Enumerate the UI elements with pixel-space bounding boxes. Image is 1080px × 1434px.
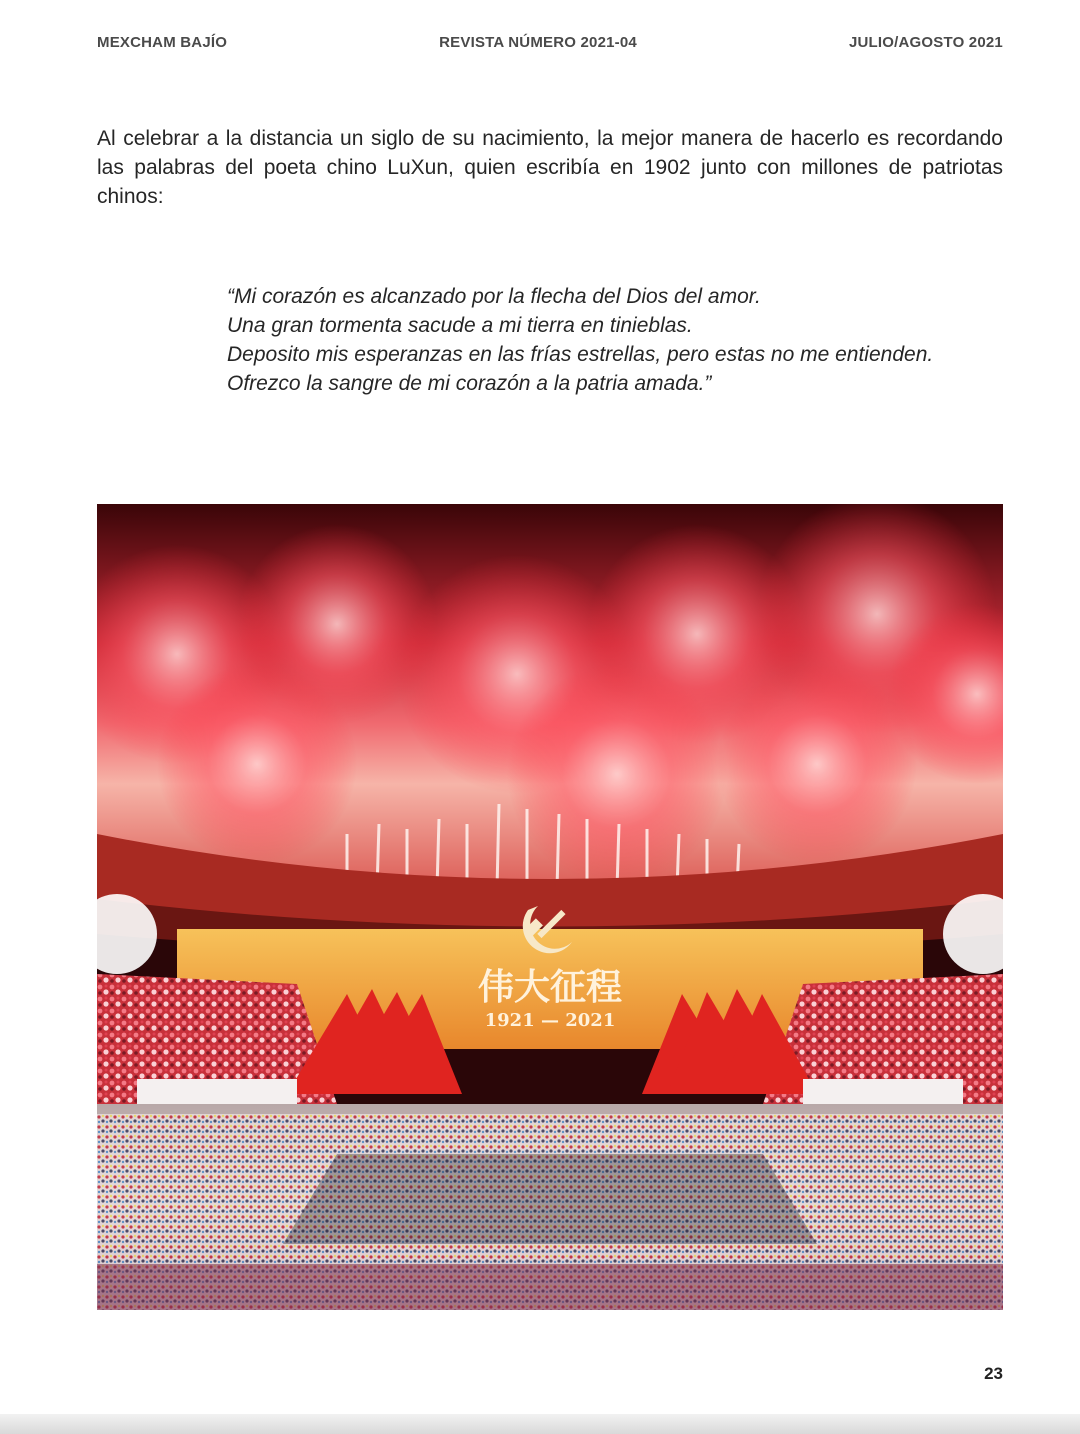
poem-quote [227, 282, 1017, 398]
page-header [97, 34, 1003, 51]
poem-line: Deposito mis esperanzas en las frías estrellas, pero estas no me entienden. [227, 343, 934, 366]
header-issue: REVISTA NÚMERO 2021-04 [439, 34, 637, 51]
viewer-bottom-bar [0, 1414, 1080, 1434]
poem-line: Ofrezco la sangre de mi corazón a la patria amada.” [227, 372, 712, 395]
header-date: JULIO/AGOSTO 2021 [848, 34, 1003, 51]
header-publication: MEXCHAM BAJÍO [97, 34, 228, 51]
banner-years: 1921 — 2021 [484, 1010, 616, 1031]
celebration-photo [97, 504, 1003, 1310]
page-number: 23 [984, 1364, 1003, 1383]
poem-line: “Mi corazón es alcanzado por la flecha del Dios del amor. [227, 285, 761, 308]
banner-title: 伟大征程 [477, 966, 623, 1008]
fireworks [97, 504, 1003, 884]
intro-paragraph: Al celebrar a la distancia un siglo de su nacimiento, la mejor manera de hacerlo es recordando las palabras del poeta chino LuXun, quien escribía en 1902 junto con millones de patriotas chinos: [97, 127, 1003, 208]
poem-line: Una gran tormenta sacude a mi tierra en tinieblas. [227, 314, 693, 337]
